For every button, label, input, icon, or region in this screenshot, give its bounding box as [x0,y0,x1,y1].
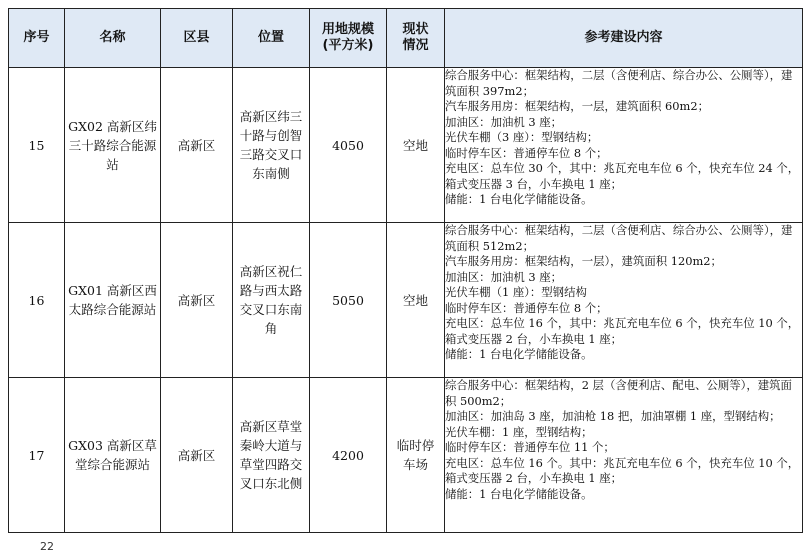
cell-seq: 17 [9,378,65,533]
cell-status: 临时停车场 [387,378,445,533]
header-name: 名称 [65,9,161,68]
cell-district: 高新区 [161,378,233,533]
content-line: 汽车服务用房：框架结构，一层），建筑面积 120m2； [445,254,722,268]
cell-location: 高新区祝仁路与西太路交叉口东南角 [233,223,310,378]
content-line: 加油区：加油机 3 座； [445,114,563,129]
cell-name: GX03 高新区草堂综合能源站 [65,378,161,533]
content-line: 储能：1 台电化学储能设备。 [445,486,593,501]
content-line: 储能：1 台电化学储能设备。 [445,192,593,206]
header-location: 位置 [233,9,310,68]
header-content: 参考建设内容 [445,9,803,68]
cell-status: 空地 [387,68,445,223]
cell-area: 5050 [310,223,387,378]
table-row [9,223,803,378]
content-line: 汽车服务用房：框架结构，一层，建筑面积 60m2； [445,99,709,113]
cell-seq: 15 [9,68,65,223]
content-line: 综合服务中心：框架结构，2 层（含便利店、配电、公厕等），建筑面积 500m2； [445,378,792,408]
cell-content [445,378,803,533]
header-district: 区县 [161,9,233,68]
content-line: 综合服务中心：框架结构，二层（含便利店、综合办公、公厕等），建筑面积 397m2； [445,68,793,98]
cell-content [445,68,803,223]
content-line: 加油区：加油机 3 座； [445,269,563,284]
content-line: 临时停车区：普通停车位 11 个； [445,440,615,454]
cell-name: GX02 高新区纬三十路综合能源站 [65,68,161,223]
cell-location: 高新区草堂秦岭大道与草堂四路交叉口东北侧 [233,378,310,533]
content-line: 储能：1 台电化学储能设备。 [445,347,593,361]
content-line: 充电区：总车位 30 个，其中：兆瓦充电车位 6 个，快充车位 24 个，箱式变压器 3 台，小车换电 1 座； [445,161,800,191]
stations-table [8,8,803,533]
cell-district: 高新区 [161,223,233,378]
content-line: 光伏车棚（1 座）：型钢结构 [445,285,587,299]
content-line: 加油区：加油岛 3 座，加油枪 18 把，加油罩棚 1 座，型钢结构； [445,409,781,423]
cell-seq: 16 [9,223,65,378]
content-line: 综合服务中心：框架结构，二层（含便利店、综合办公、公厕等），建筑面积 512m2； [445,223,793,253]
header-status: 现状情况 [387,9,445,68]
content-line: 临时停车区：普通停车位 8 个； [445,300,608,315]
content-line: 临时停车区：普通停车位 8 个； [445,145,608,160]
cell-status: 空地 [387,223,445,378]
header-row [9,9,803,68]
table-row [9,378,803,533]
content-line: 光伏车棚：1 座，型钢结构； [445,424,593,439]
content-line: 光伏车棚（3 座）：型钢结构； [445,130,599,144]
header-area: 用地规模(平方米) [310,9,387,68]
cell-name: GX01 高新区西太路综合能源站 [65,223,161,378]
content-line: 充电区：总车位 16 个。其中：兆瓦充电车位 6 个，快充车位 10 个，箱式变压器 2 台，小车换电 1 座； [445,455,800,485]
cell-district: 高新区 [161,68,233,223]
cell-location: 高新区纬三十路与创智三路交叉口东南侧 [233,68,310,223]
header-seq: 序号 [9,9,65,68]
cell-content [445,223,803,378]
page-number: 22 [40,540,54,553]
cell-area: 4050 [310,68,387,223]
cell-area: 4200 [310,378,387,533]
content-line: 充电区：总车位 16 个，其中：兆瓦充电车位 6 个，快充车位 10 个，箱式变压器 2 台，小车换电 1 座； [445,316,800,346]
table-row [9,68,803,223]
